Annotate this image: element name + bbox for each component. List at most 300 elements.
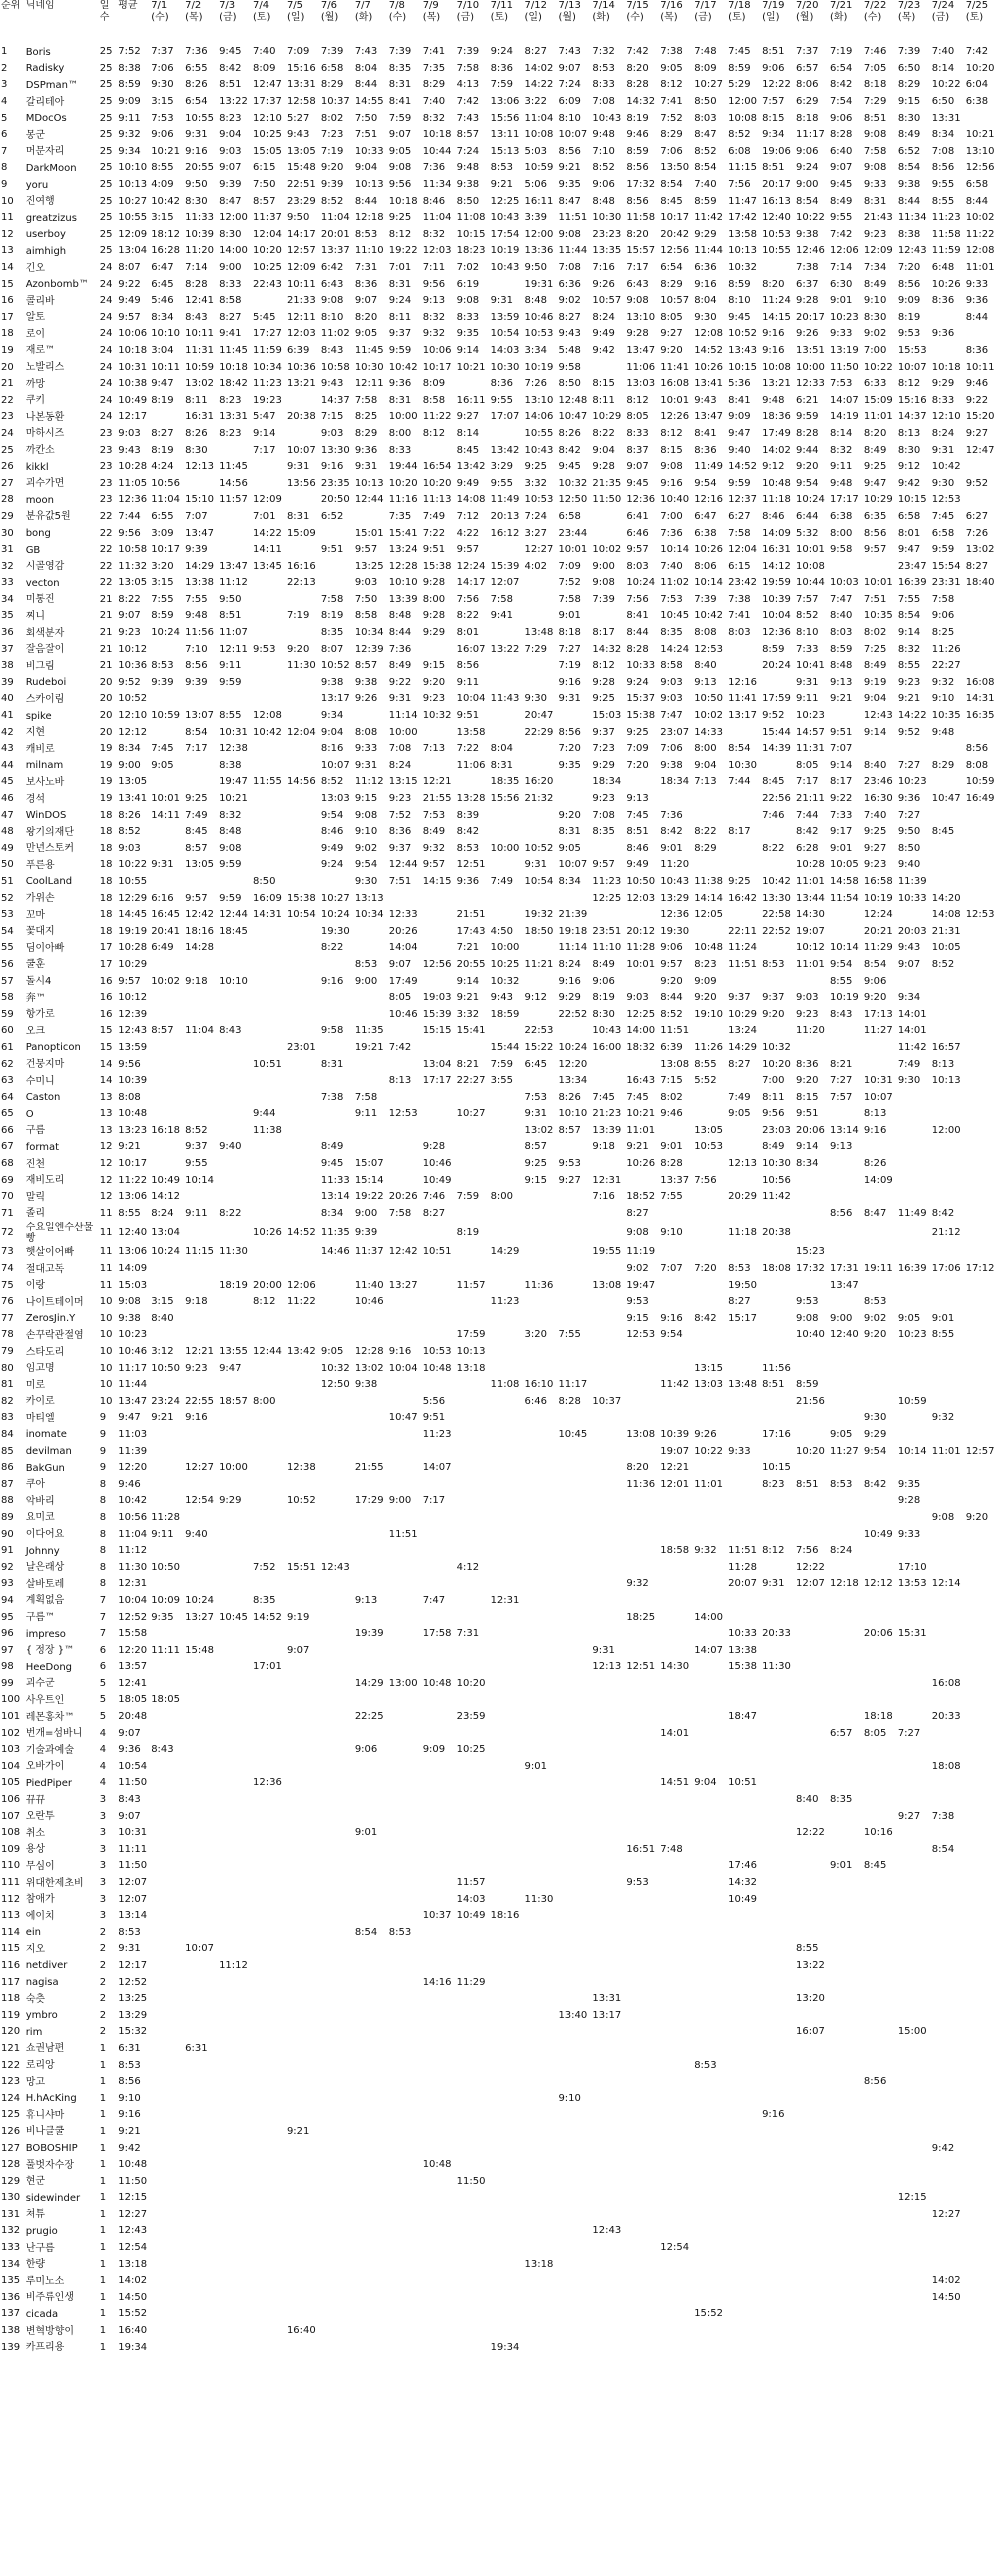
time-cell — [320, 2240, 354, 2257]
time-cell — [727, 2290, 761, 2307]
time-cell — [184, 1891, 218, 1908]
time-cell: 23:03 — [762, 1124, 791, 1136]
time-cell: 15:10 — [185, 494, 214, 506]
time-cell: 8:29 — [931, 759, 955, 771]
rank-cell: 112 — [1, 1893, 21, 1905]
table-row — [0, 2323, 999, 2340]
time-cell — [388, 1725, 422, 1742]
time-cell: 21:12 — [931, 1227, 961, 1239]
time-cell: 7:48 — [660, 1843, 683, 1855]
days-cell: 12 — [99, 1141, 113, 1153]
time-cell: 8:11 — [592, 394, 615, 406]
time-cell — [320, 2107, 354, 2124]
time-cell — [795, 2256, 829, 2273]
time-cell — [490, 1858, 524, 1875]
days-cell: 8 — [99, 1528, 107, 1540]
time-cell: 14:52 — [253, 1611, 282, 1623]
time-cell — [184, 1709, 218, 1726]
time-cell — [456, 1991, 490, 2008]
time-cell — [931, 1493, 965, 1510]
time-cell — [388, 890, 422, 907]
time-cell — [184, 1222, 218, 1244]
time-cell — [456, 1139, 490, 1156]
time-cell — [286, 857, 320, 874]
time-cell: 8:27 — [965, 560, 989, 572]
time-cell — [591, 1908, 625, 1925]
rank-cell: 118 — [1, 1993, 21, 2005]
rank-cell: 22 — [1, 394, 14, 406]
days-cell: 21 — [99, 593, 113, 605]
time-cell: 9:29 — [422, 627, 446, 639]
time-cell — [286, 2007, 320, 2024]
time-cell — [693, 1510, 727, 1527]
time-cell — [252, 1526, 286, 1543]
time-cell — [829, 1709, 863, 1726]
time-cell: 12:39 — [354, 643, 384, 655]
time-cell: 9:16 — [762, 344, 785, 356]
time-cell: 10:56 — [762, 1174, 791, 1186]
time-cell — [693, 1676, 727, 1693]
time-cell: 9:06 — [592, 179, 615, 191]
time-cell: 11:12 — [354, 776, 384, 788]
time-cell: 9:29 — [931, 378, 955, 390]
time-cell — [490, 1526, 524, 1543]
time-cell: 10:26 — [694, 544, 724, 556]
time-cell: 19:11 — [863, 1263, 893, 1275]
nickname-cell: { 정장 }™ — [25, 1645, 75, 1657]
time-cell: 13:42 — [456, 461, 486, 473]
time-cell: 11:29 — [863, 942, 893, 954]
time-cell — [965, 2323, 999, 2340]
time-cell: 10:01 — [558, 544, 588, 556]
time-cell — [218, 1443, 252, 1460]
time-cell: 16:28 — [151, 245, 181, 257]
time-cell: 9:14 — [456, 344, 480, 356]
average-cell: 10:52 — [118, 693, 148, 705]
time-cell: 8:42 — [863, 1478, 887, 1490]
time-cell — [286, 2107, 320, 2124]
time-cell — [218, 1842, 252, 1859]
average-cell: 9:21 — [118, 1141, 141, 1153]
nickname-cell: 악바리 — [25, 1495, 55, 1507]
time-cell — [490, 1206, 524, 1223]
days-cell: 12 — [99, 1174, 113, 1186]
time-cell: 12:21 — [185, 1346, 214, 1358]
rank-cell: 15 — [1, 278, 14, 290]
time-cell — [490, 1327, 524, 1344]
time-cell: 5:32 — [796, 527, 819, 539]
time-cell: 12:06 — [829, 245, 859, 257]
time-cell — [150, 1891, 184, 1908]
time-cell: 20:24 — [762, 660, 791, 672]
time-cell — [931, 2007, 965, 2024]
table-row — [0, 2290, 999, 2307]
time-cell: 7:57 — [796, 593, 819, 605]
time-cell — [693, 2024, 727, 2041]
time-cell: 8:35 — [253, 1594, 276, 1606]
time-cell: 8:31 — [320, 1058, 344, 1070]
time-cell: 8:00 — [422, 593, 446, 605]
time-cell — [252, 2207, 286, 2224]
time-cell: 8:36 — [490, 62, 514, 74]
time-cell — [184, 990, 218, 1007]
time-cell — [150, 1277, 184, 1294]
time-cell: 7:22 — [456, 743, 480, 755]
nickname-cell: DSPman™ — [25, 79, 78, 91]
time-cell — [252, 1891, 286, 1908]
time-cell — [795, 1642, 829, 1659]
time-cell: 9:18 — [592, 1141, 615, 1153]
time-cell: 13:29 — [660, 892, 690, 904]
time-cell: 9:50 — [524, 262, 547, 274]
time-cell — [286, 2223, 320, 2240]
time-cell — [524, 758, 558, 775]
time-cell — [625, 1443, 659, 1460]
time-cell — [591, 1427, 625, 1444]
time-cell: 9:30 — [694, 311, 717, 323]
rank-cell: 99 — [1, 1677, 14, 1689]
time-cell — [795, 1842, 829, 1859]
time-cell — [863, 2190, 897, 2207]
nickname-cell: 쳐튜 — [25, 2209, 46, 2221]
time-cell — [625, 2190, 659, 2207]
time-cell — [252, 1974, 286, 1991]
time-cell — [897, 2107, 931, 2124]
time-cell — [659, 1825, 693, 1842]
time-cell — [218, 990, 252, 1007]
time-cell: 10:49 — [151, 1174, 181, 1186]
table-row — [0, 2273, 999, 2290]
days-cell: 1 — [99, 2275, 107, 2287]
time-cell — [456, 1460, 490, 1477]
time-cell: 8:34 — [796, 1158, 819, 1170]
time-cell: 13:03 — [626, 378, 656, 390]
table-row — [0, 475, 999, 492]
time-cell — [150, 2190, 184, 2207]
days-cell: 1 — [99, 2308, 107, 2320]
time-cell: 3:15 — [151, 577, 174, 589]
time-cell — [795, 1344, 829, 1361]
time-cell — [286, 1526, 320, 1543]
time-cell: 7:45 — [728, 46, 751, 58]
time-cell — [388, 1327, 422, 1344]
time-cell: 8:59 — [762, 643, 785, 655]
time-cell — [354, 509, 388, 526]
time-cell — [320, 1277, 354, 1294]
time-cell: 8:12 — [660, 79, 683, 91]
time-cell: 8:08 — [694, 627, 717, 639]
time-cell: 12:00 — [219, 212, 248, 224]
average-cell: 8:34 — [118, 743, 141, 755]
time-cell: 13:30 — [762, 892, 791, 904]
rank-cell: 53 — [1, 909, 14, 921]
time-cell — [761, 2090, 795, 2107]
time-cell — [829, 2157, 863, 2174]
time-cell — [795, 1360, 829, 1377]
time-cell: 7:39 — [694, 593, 717, 605]
time-cell — [795, 2090, 829, 2107]
time-cell: 9:07 — [354, 295, 378, 307]
time-cell: 9:23 — [422, 693, 446, 705]
time-cell: 11:26 — [931, 643, 961, 655]
time-cell: 8:40 — [829, 610, 853, 622]
time-cell — [727, 1510, 761, 1527]
time-cell — [456, 1775, 490, 1792]
time-cell — [931, 990, 965, 1007]
time-cell: 9:14 — [897, 627, 921, 639]
rank-cell: 46 — [1, 793, 14, 805]
time-cell: 11:47 — [728, 195, 757, 207]
time-cell — [252, 1576, 286, 1593]
time-cell — [727, 724, 761, 741]
time-cell — [693, 1394, 727, 1411]
time-cell — [829, 2057, 863, 2074]
time-cell: 6:09 — [558, 96, 581, 108]
average-cell: 12:15 — [118, 2192, 148, 2204]
time-cell: 11:01 — [965, 262, 995, 274]
time-cell: 9:54 — [660, 1329, 683, 1341]
average-cell: 10:46 — [118, 1346, 148, 1358]
time-cell: 8:01 — [456, 627, 480, 639]
time-cell: 9:12 — [897, 461, 921, 473]
time-cell — [252, 2140, 286, 2157]
time-cell — [931, 973, 965, 990]
time-cell: 9:55 — [185, 1158, 208, 1170]
time-cell — [218, 874, 252, 891]
time-cell: 8:11 — [388, 311, 412, 323]
days-cell: 17 — [99, 942, 113, 954]
time-cell — [727, 2306, 761, 2323]
time-cell — [965, 2090, 999, 2107]
time-cell: 11:18 — [728, 1227, 757, 1239]
time-cell — [252, 2173, 286, 2190]
nickname-cell: 구름 — [25, 1125, 46, 1137]
time-cell — [931, 2306, 965, 2323]
column-header: 7/10 (금) — [456, 0, 480, 23]
time-cell: 12:56 — [660, 245, 690, 257]
time-cell: 18:50 — [524, 925, 554, 937]
time-cell: 16:45 — [151, 909, 181, 921]
time-cell: 8:54 — [660, 179, 683, 191]
average-cell: 14:45 — [118, 909, 148, 921]
time-cell — [659, 1692, 693, 1709]
time-cell — [557, 2173, 591, 2190]
time-cell: 12:36 — [626, 494, 656, 506]
time-cell: 9:11 — [354, 1108, 378, 1120]
time-cell: 10:59 — [897, 1395, 927, 1407]
time-cell: 9:27 — [558, 1174, 581, 1186]
nickname-cell: 건뭉지마 — [25, 1059, 65, 1071]
time-cell: 8:52 — [796, 610, 819, 622]
time-cell: 9:49 — [592, 328, 615, 340]
rank-cell: 38 — [1, 660, 14, 672]
time-cell — [150, 2057, 184, 2074]
time-cell: 7:11 — [422, 262, 446, 274]
time-cell — [218, 1073, 252, 1090]
time-cell: 9:36 — [965, 295, 989, 307]
time-cell — [625, 1808, 659, 1825]
average-cell: 12:10 — [118, 710, 148, 722]
time-cell — [727, 2090, 761, 2107]
time-cell — [524, 1593, 558, 1610]
time-cell — [286, 1023, 320, 1040]
average-cell: 8:53 — [118, 2059, 141, 2071]
time-cell — [524, 1476, 558, 1493]
average-cell: 10:54 — [118, 1760, 148, 1772]
time-cell: 7:01 — [253, 510, 276, 522]
time-cell: 20:55 — [456, 958, 486, 970]
time-cell — [286, 708, 320, 725]
time-cell: 10:29 — [863, 494, 893, 506]
nickname-cell: 무심이 — [25, 1860, 55, 1872]
rank-cell: 36 — [1, 627, 14, 639]
time-cell: 9:56 — [762, 1108, 785, 1120]
column-header: 7/6 (월) — [320, 0, 339, 23]
table-row — [0, 1891, 999, 1908]
time-cell — [965, 1642, 999, 1659]
days-cell: 20 — [99, 676, 113, 688]
time-cell: 8:17 — [829, 776, 853, 788]
time-cell — [150, 1427, 184, 1444]
time-cell — [320, 2173, 354, 2190]
table-row — [0, 2074, 999, 2091]
time-cell: 10:18 — [219, 361, 248, 373]
time-cell: 14:32 — [728, 1877, 757, 1889]
time-cell: 9:38 — [320, 676, 344, 688]
time-cell — [252, 1825, 286, 1842]
time-cell — [524, 1543, 558, 1560]
time-cell — [456, 2306, 490, 2323]
time-cell — [727, 2207, 761, 2224]
time-cell: 11:12 — [219, 577, 248, 589]
time-cell — [557, 1543, 591, 1560]
table-row — [0, 243, 999, 260]
average-cell: 12:07 — [118, 1893, 148, 1905]
time-cell: 17:16 — [762, 1428, 791, 1440]
nickname-cell: 로리앙 — [25, 2060, 55, 2072]
nickname-cell: 나이트테이머 — [25, 1296, 84, 1308]
time-cell — [591, 2306, 625, 2323]
time-cell: 6:35 — [863, 510, 887, 522]
time-cell: 9:41 — [490, 610, 514, 622]
time-cell: 9:01 — [829, 1860, 853, 1872]
time-cell: 8:09 — [253, 62, 276, 74]
time-cell: 9:45 — [219, 46, 242, 58]
time-cell — [252, 1991, 286, 2008]
time-cell: 8:53 — [694, 2059, 717, 2071]
days-cell: 13 — [99, 1124, 113, 1136]
time-cell: 12:09 — [253, 494, 282, 506]
time-cell: 11:45 — [354, 344, 384, 356]
time-cell — [693, 1858, 727, 1875]
time-cell — [897, 1427, 931, 1444]
time-cell: 9:49 — [626, 859, 649, 871]
table-row — [0, 1023, 999, 1040]
time-cell — [422, 2256, 456, 2273]
time-cell — [693, 2207, 727, 2224]
time-cell — [354, 2339, 388, 2356]
time-cell — [490, 1759, 524, 1776]
time-cell — [965, 2024, 999, 2041]
time-cell — [218, 2057, 252, 2074]
time-cell: 10:32 — [422, 710, 452, 722]
time-cell — [761, 1642, 795, 1659]
rank-cell: 14 — [1, 262, 14, 274]
days-cell: 8 — [99, 1545, 107, 1557]
time-cell: 10:24 — [151, 627, 181, 639]
nickname-cell: PiedPiper — [25, 1777, 72, 1789]
table-row — [0, 1526, 999, 1543]
time-cell: 9:34 — [320, 710, 344, 722]
time-cell: 8:22 — [762, 842, 785, 854]
time-cell: 8:45 — [456, 444, 480, 456]
time-cell — [524, 1559, 558, 1576]
time-cell: 14:37 — [320, 394, 350, 406]
time-cell: 9:06 — [931, 610, 955, 622]
time-cell — [490, 1493, 524, 1510]
time-cell — [965, 2290, 999, 2307]
average-cell: 9:11 — [118, 112, 141, 124]
time-cell — [693, 791, 727, 808]
nickname-cell: 푸른용 — [25, 859, 55, 871]
time-cell: 9:48 — [456, 162, 480, 174]
time-cell: 6:42 — [320, 262, 344, 274]
time-cell: 20:06 — [796, 1124, 825, 1136]
time-cell — [761, 1410, 795, 1427]
time-cell: 8:24 — [829, 1545, 853, 1557]
time-cell — [863, 1277, 897, 1294]
time-cell: 9:20 — [796, 461, 819, 473]
time-cell: 7:39 — [320, 46, 344, 58]
time-cell — [727, 2140, 761, 2157]
time-cell: 9:06 — [592, 975, 615, 987]
time-cell: 11:49 — [694, 461, 724, 473]
average-cell: 12:09 — [118, 228, 148, 240]
time-cell: 14:57 — [796, 726, 825, 738]
time-cell: 8:24 — [151, 1207, 174, 1219]
average-cell: 8:07 — [118, 262, 141, 274]
time-cell: 15:38 — [626, 710, 656, 722]
average-cell: 9:07 — [118, 1810, 141, 1822]
time-cell — [931, 1908, 965, 1925]
time-cell: 8:47 — [694, 129, 717, 141]
time-cell: 14:15 — [422, 875, 452, 887]
days-cell: 25 — [99, 145, 113, 157]
time-cell — [693, 1593, 727, 1610]
time-cell — [897, 907, 931, 924]
time-cell: 10:02 — [965, 212, 995, 224]
rank-cell: 28 — [1, 494, 14, 506]
time-cell: 14:01 — [897, 1008, 927, 1020]
time-cell — [795, 2306, 829, 2323]
time-cell — [184, 475, 218, 492]
time-cell: 9:25 — [524, 461, 547, 473]
time-cell: 9:13 — [829, 1141, 853, 1153]
time-cell — [829, 1875, 863, 1892]
time-cell: 14:14 — [694, 892, 724, 904]
time-cell — [931, 807, 965, 824]
time-cell — [761, 1842, 795, 1859]
time-cell — [897, 1123, 931, 1140]
time-cell — [422, 1775, 456, 1792]
time-cell — [795, 1493, 829, 1510]
time-cell: 9:20 — [694, 992, 717, 1004]
time-cell — [150, 724, 184, 741]
time-cell — [150, 1676, 184, 1693]
rank-cell: 130 — [1, 2192, 21, 2204]
time-cell: 10:17 — [660, 212, 690, 224]
time-cell — [456, 1858, 490, 1875]
